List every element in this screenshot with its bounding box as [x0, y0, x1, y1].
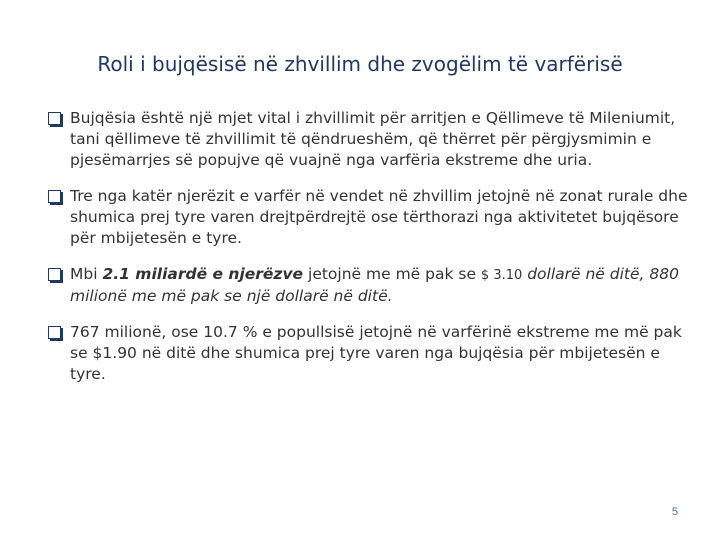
bullet-item — [48, 264, 688, 307]
bullet-text-a: 767 milionë, ose — [70, 323, 204, 341]
checkbox-bullet-icon — [48, 268, 61, 281]
bullet-text-c: e popullsisë jetojnë në varfërinë ekstreme me më pak se $1.90 në ditë dhe shumica prej tyre varen nga bujqësia për mbijetesën e tyre. — [70, 323, 682, 383]
checkbox-bullet-icon — [48, 190, 61, 203]
bullet-item — [48, 186, 688, 249]
bullet-list — [48, 108, 688, 400]
bullet-text-b: 10.7 % — [203, 323, 258, 341]
checkbox-bullet-icon — [48, 112, 61, 125]
bullet-text: Bujqësia është një mjet vital i zhvillimit për arritjen e Qëllimeve të Mileniumit, tani qëllimeve të zhvillimit të qëndrueshëm, që thërret për përgjysmimin e pjesëmarrjes së popujve që vuajnë nga varfëria ekstreme dhe uria. — [70, 109, 676, 169]
page-number: 5 — [671, 506, 678, 518]
bullet-text-suffix: dollarë në ditë, 880 milionë me më pak se një dollarë në ditë. — [70, 265, 679, 305]
bullet-text-bold: 2.1 miliardë e njerëzve — [102, 265, 304, 283]
bullet-text-prefix: Mbi — [70, 265, 103, 283]
bullet-text: Tre nga katër njerëzit e varfër në vendet në zhvillim jetojnë në zonat rurale dhe shumica prej tyre varen drejtpërdrejtë ose tërthorazi nga aktivitetet bujqësore për mbijetesën e tyre. — [70, 187, 688, 247]
bullet-text-small: $ 3.10 — [480, 268, 523, 283]
checkbox-bullet-icon — [48, 326, 61, 339]
bullet-text-mid: jetojnë me më pak se — [308, 265, 481, 283]
bullet-item — [48, 108, 688, 171]
bullet-item — [48, 322, 688, 385]
slide-title: Roli i bujqësisë në zhvillim dhe zvogëlim të varfërisë — [97, 52, 623, 76]
